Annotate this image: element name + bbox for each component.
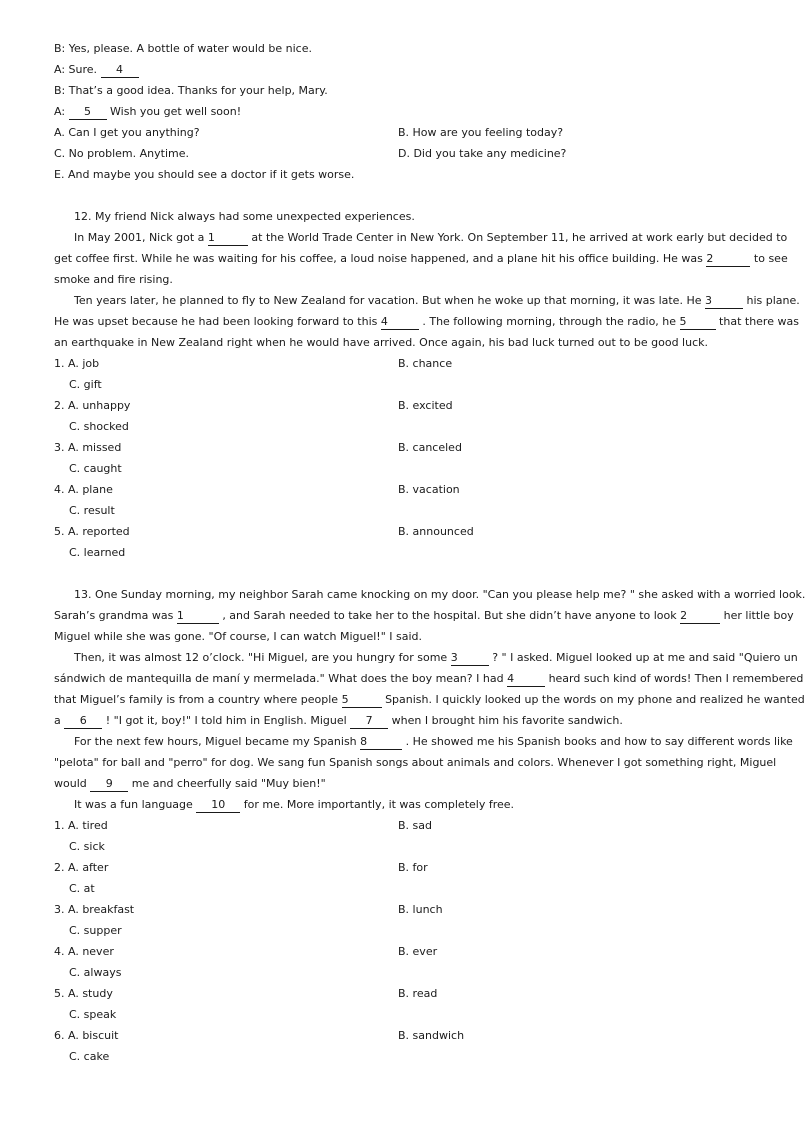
blank-1[interactable]: 1 <box>208 231 248 246</box>
q13-paragraph-line <box>54 710 743 731</box>
text: In May 2001, Nick got a <box>74 231 205 244</box>
q13-paragraph-line <box>54 668 804 689</box>
option-b[interactable]: B. excited <box>398 399 453 412</box>
option-a[interactable]: 2. A. after <box>54 861 109 874</box>
text: heard such kind of words! Then I remembered <box>548 672 804 685</box>
option-a[interactable]: 1. A. tired <box>54 819 108 832</box>
q13-paragraph-line: 13. One Sunday morning, my neighbor Sarah came knocking on my door. "Can you please help me? " she asked with a worried look. <box>74 588 805 601</box>
text: Spanish. I quickly looked up the words on my phone and realized he wanted <box>385 693 805 706</box>
option-a[interactable]: 5. A. reported <box>54 525 130 538</box>
option-b[interactable]: B. How are you feeling today? <box>398 126 564 139</box>
option-a[interactable]: 1. A. job <box>54 357 100 370</box>
blank-2[interactable]: 2 <box>706 252 750 267</box>
option-e[interactable]: E. And maybe you should see a doctor if it gets worse. <box>54 168 355 181</box>
dialogue-line: B: Yes, please. A bottle of water would be nice. <box>54 42 312 55</box>
option-c[interactable]: C. caught <box>69 462 122 475</box>
blank-6[interactable]: 6 <box>64 714 102 729</box>
option-c[interactable]: C. always <box>69 966 122 979</box>
option-b[interactable]: B. ever <box>398 945 438 958</box>
blank-3[interactable]: 3 <box>705 294 743 309</box>
option-row <box>54 857 743 878</box>
text: her little boy <box>723 609 794 622</box>
option-c[interactable]: C. shocked <box>69 420 129 433</box>
text: He was upset because he had been looking forward to this <box>54 315 378 328</box>
q13-paragraph-line <box>54 731 793 752</box>
option-c[interactable]: C. cake <box>69 1050 110 1063</box>
q13-paragraph-line <box>54 605 794 626</box>
blank-7[interactable]: 7 <box>350 714 388 729</box>
option-c[interactable]: C. learned <box>69 546 126 559</box>
blank-8[interactable]: 8 <box>360 735 402 750</box>
dialogue-text: A: <box>54 105 66 118</box>
option-b[interactable]: B. announced <box>398 525 474 538</box>
q12-paragraph-line <box>54 290 800 311</box>
text: for me. More importantly, it was completely free. <box>243 798 515 811</box>
text: me and cheerfully said "Muy bien!" <box>131 777 326 790</box>
option-a[interactable]: 4. A. never <box>54 945 114 958</box>
text: . He showed me his Spanish books and how to say different words like <box>405 735 793 748</box>
text: his plane. <box>746 294 800 307</box>
option-a[interactable]: 4. A. plane <box>54 483 113 496</box>
text: , and Sarah needed to take her to the hospital. But she didn’t have anyone to look <box>222 609 677 622</box>
option-row <box>54 983 743 1004</box>
option-a[interactable]: 5. A. study <box>54 987 113 1000</box>
option-b[interactable]: B. canceled <box>398 441 462 454</box>
option-a[interactable]: 3. A. missed <box>54 441 122 454</box>
blank-5[interactable]: 5 <box>69 105 107 120</box>
option-row <box>54 353 743 374</box>
text: sándwich de mantequilla de maní y mermelada." What does the boy mean? I had <box>54 672 504 685</box>
q13-paragraph-line <box>54 689 805 710</box>
blank-2[interactable]: 2 <box>680 609 720 624</box>
q12-paragraph-line: an earthquake in New Zealand right when he would have arrived. Once again, his bad luck turned out to be good luck. <box>54 336 708 349</box>
option-b[interactable]: B. read <box>398 987 438 1000</box>
q12-paragraph-line: smoke and fire rising. <box>54 273 173 286</box>
option-d[interactable]: D. Did you take any medicine? <box>398 147 567 160</box>
text: It was a fun language <box>74 798 193 811</box>
option-c[interactable]: C. gift <box>69 378 102 391</box>
blank-4[interactable]: 4 <box>507 672 545 687</box>
option-b[interactable]: B. lunch <box>398 903 443 916</box>
option-b[interactable]: B. vacation <box>398 483 460 496</box>
option-c[interactable]: C. supper <box>69 924 122 937</box>
q12-paragraph-line <box>54 311 799 332</box>
blank-4[interactable]: 4 <box>381 315 419 330</box>
option-c[interactable]: C. at <box>69 882 95 895</box>
text: ? " I asked. Miguel looked up at me and said "Quiero un <box>492 651 798 664</box>
blank-4[interactable]: 4 <box>101 63 139 78</box>
text: when I brought him his favorite sandwich. <box>391 714 623 727</box>
blank-5[interactable]: 5 <box>342 693 382 708</box>
option-row <box>54 395 743 416</box>
option-row <box>54 521 743 542</box>
q13-paragraph-line <box>54 773 743 794</box>
option-a[interactable]: A. Can I get you anything? <box>54 126 200 139</box>
option-a[interactable]: 6. A. biscuit <box>54 1029 119 1042</box>
blank-5[interactable]: 5 <box>680 315 716 330</box>
text: ! "I got it, boy!" I told him in English. Miguel <box>105 714 347 727</box>
text: that there was <box>719 315 799 328</box>
option-row <box>54 941 743 962</box>
text: For the next few hours, Miguel became my Spanish <box>74 735 357 748</box>
blank-10[interactable]: 10 <box>196 798 240 813</box>
text: at the World Trade Center in New York. On September 11, he arrived at work early but decided to <box>251 231 788 244</box>
option-row <box>54 122 743 143</box>
q13-paragraph-line: Miguel while she was gone. "Of course, I can watch Miguel!" I said. <box>54 630 422 643</box>
blank-3[interactable]: 3 <box>451 651 489 666</box>
option-b[interactable]: B. sad <box>398 819 432 832</box>
option-b[interactable]: B. chance <box>398 357 453 370</box>
option-b[interactable]: B. for <box>398 861 428 874</box>
q12-paragraph-line <box>54 227 788 248</box>
option-c[interactable]: C. result <box>69 504 115 517</box>
dialogue-line: B: That’s a good idea. Thanks for your help, Mary. <box>54 84 328 97</box>
option-c[interactable]: C. speak <box>69 1008 117 1021</box>
q12-title: 12. My friend Nick always had some unexpected experiences. <box>74 210 415 223</box>
option-row <box>54 143 743 164</box>
option-b[interactable]: B. sandwich <box>398 1029 465 1042</box>
option-row <box>54 899 743 920</box>
dialogue-line <box>54 59 743 80</box>
option-row <box>54 1025 743 1046</box>
blank-1[interactable]: 1 <box>177 609 219 624</box>
q13-paragraph-line <box>54 794 743 815</box>
text: to see <box>753 252 788 265</box>
worksheet-page <box>54 38 805 1067</box>
q12-paragraph-line <box>54 248 788 269</box>
option-row <box>54 437 743 458</box>
dialogue-line <box>54 101 743 122</box>
blank-9[interactable]: 9 <box>90 777 128 792</box>
dialogue-text: A: Sure. <box>54 63 98 76</box>
option-row <box>54 815 743 836</box>
dialogue-text: Wish you get well soon! <box>110 105 242 118</box>
text: get coffee first. While he was waiting for his coffee, a loud noise happened, and a plane hit his office building. He was <box>54 252 703 265</box>
q13-options <box>54 815 743 1067</box>
option-c[interactable]: C. sick <box>69 840 105 853</box>
text: a <box>54 714 61 727</box>
q12-options <box>54 353 743 563</box>
option-a[interactable]: 2. A. unhappy <box>54 399 131 412</box>
text: Then, it was almost 12 o’clock. "Hi Miguel, are you hungry for some <box>74 651 448 664</box>
option-c[interactable]: C. No problem. Anytime. <box>54 147 189 160</box>
text: would <box>54 777 87 790</box>
q13-paragraph-line <box>54 647 798 668</box>
text: . The following morning, through the radio, he <box>422 315 677 328</box>
text: Sarah’s grandma was <box>54 609 174 622</box>
text: that Miguel’s family is from a country where people <box>54 693 339 706</box>
option-row <box>54 479 743 500</box>
q13-paragraph-line: "pelota" for ball and "perro" for dog. We sang fun Spanish songs about animals and colors. Whenever I got something right, Miguel <box>54 756 777 769</box>
option-a[interactable]: 3. A. breakfast <box>54 903 135 916</box>
text: Ten years later, he planned to fly to New Zealand for vacation. But when he woke up that morning, it was late. He <box>74 294 702 307</box>
